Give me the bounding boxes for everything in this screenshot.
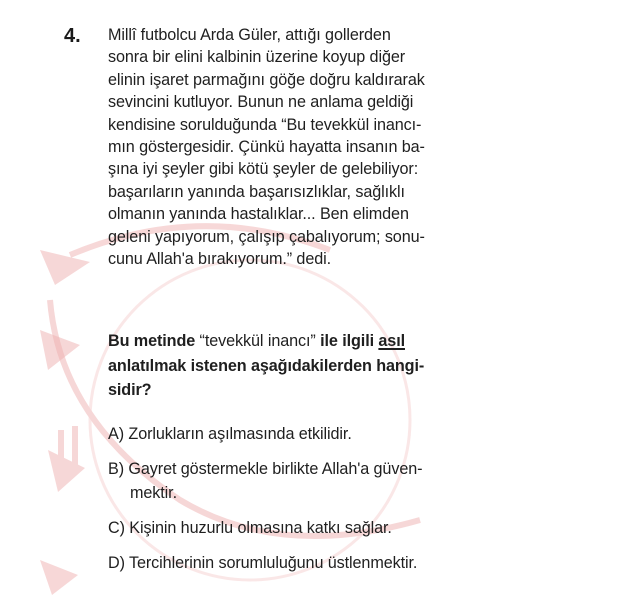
question-passage <box>108 24 508 270</box>
passage-line: mın göstergesidir. Çünkü hayatta insanın ba- <box>108 138 425 157</box>
option-b[interactable] <box>108 457 508 505</box>
passage-line: sonra bir elini kalbinin üzerine koyup diğer <box>108 48 406 67</box>
option-letter: D) <box>108 554 125 572</box>
option-letter: A) <box>108 425 124 443</box>
passage-line: geleni yapıyorum, çalışıp çabalıyorum; sonu- <box>108 227 425 246</box>
prompt-line-3: sidir? <box>108 381 152 400</box>
prompt-line-2: anlatılmak istenen aşağıdakilerden hangi- <box>108 356 425 375</box>
question-number: 4. <box>64 25 81 47</box>
option-text: Zorlukların aşılmasında etkilidir. <box>128 425 352 443</box>
passage-line: cunu Allah'a bırakıyorum.” dedi. <box>108 250 332 269</box>
prompt-underlined-word: asıl <box>378 332 405 350</box>
option-letter: B) <box>108 460 124 478</box>
prompt-quoted-term: “tevekkül inancı” <box>199 332 316 350</box>
passage-line: sevincini kutluyor. Bunun ne anlama geldiği <box>108 93 414 112</box>
prompt-text: Bu metinde <box>108 332 200 350</box>
question-prompt <box>108 329 508 403</box>
option-letter: C) <box>108 519 125 537</box>
option-text-continued: mektir. <box>130 484 177 502</box>
option-text: Tercihlerinin sorumluluğunu üstlenmektir. <box>129 554 418 572</box>
passage-line: şına iyi şeyler gibi kötü şeyler de gelebiliyor: <box>108 160 419 179</box>
prompt-line-1 <box>108 329 508 354</box>
answer-options <box>108 422 508 586</box>
passage-line: Millî futbolcu Arda Güler, attığı gollerden <box>108 26 391 44</box>
passage-line: olmanın yanında hastalıklar... Ben elimden <box>108 205 409 224</box>
option-c[interactable] <box>108 516 508 540</box>
option-d[interactable] <box>108 551 508 575</box>
option-a[interactable] <box>108 422 508 446</box>
option-text: Kişinin huzurlu olmasına katkı sağlar. <box>129 519 392 537</box>
passage-line: elinin işaret parmağını göğe doğru kaldırarak <box>108 70 425 89</box>
prompt-text: ile ilgili <box>315 332 379 350</box>
passage-line: kendisine sorulduğunda “Bu tevekkül inancı- <box>108 115 422 134</box>
passage-line: başarıların yanında başarısızlıklar, sağlıklı <box>108 182 405 201</box>
option-text: Gayret göstermekle birlikte Allah'a güven- <box>128 460 423 478</box>
